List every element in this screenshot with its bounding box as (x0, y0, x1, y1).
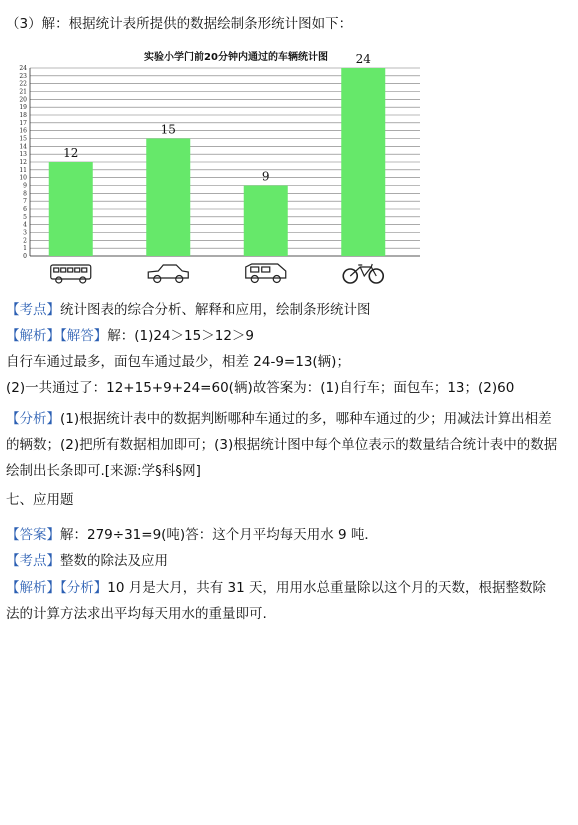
y-tick-label: 21 (19, 88, 27, 96)
kaodian-1-tag: 【考点】 (6, 302, 60, 318)
bar-value-label: 24 (355, 52, 371, 66)
fenxi-2-tag: 【分析】 (60, 580, 108, 596)
y-tick-label: 5 (23, 213, 27, 221)
y-tick-label: 11 (19, 166, 27, 174)
y-tick-label: 1 (23, 245, 27, 253)
fenxi-1-text1: (1)根据统计表中的数据判断哪种车通过的多，哪种车通过的少；用减法计算出相差 (60, 411, 552, 427)
kaodian-2-tag: 【考点】 (6, 553, 60, 569)
section-7-heading: 七、应用题 (6, 492, 74, 508)
y-tick-label: 15 (19, 135, 27, 143)
y-tick-label: 14 (19, 143, 27, 151)
y-tick-label: 18 (19, 112, 27, 119)
bicycle-icon (343, 264, 383, 283)
y-tick-label: 24 (19, 65, 27, 72)
daan-text: 解：279÷31=9(吨)答：这个月平均每天用水 9 吨． (60, 527, 378, 543)
daan (6, 525, 378, 545)
bus-icon (51, 265, 91, 283)
y-tick-label: 17 (19, 119, 27, 127)
bar-car (146, 139, 190, 257)
bar-bicycle (341, 68, 385, 256)
chart-svg (16, 44, 420, 290)
kaodian-1 (6, 300, 371, 320)
van-icon (246, 264, 286, 283)
daan-tag: 【答案】 (6, 527, 60, 543)
fenxi-1-line2: 的辆数；(2)把所有数据相加即可；(3)根据统计图中每个单位表示的数量结合统计表中的数据 (6, 437, 558, 453)
jieda-tag: 【解答】 (60, 328, 108, 344)
answer-line-b: (2)一共通过了：12+15+9+24=60(辆)故答案为：(1)自行车；面包车；13；(2)60 (6, 380, 515, 396)
y-tick-label: 13 (19, 151, 27, 159)
y-tick-label: 10 (19, 174, 27, 182)
jiexi-2 (6, 578, 546, 598)
y-tick-label: 19 (19, 104, 27, 112)
jiexi-1 (6, 326, 254, 346)
bar-bus (49, 162, 93, 256)
bar-value-label: 9 (261, 169, 270, 184)
bar-van (244, 186, 288, 257)
y-tick-label: 12 (19, 159, 27, 166)
bar-value-label: 15 (160, 122, 176, 137)
jiexi-2-text1: 10 月是大月，共有 31 天，用用水总重量除以这个月的天数，根据整数除 (107, 580, 546, 596)
fenxi-1-tag: 【分析】 (6, 411, 60, 427)
y-tick-label: 0 (23, 253, 27, 260)
jiexi-1-tag: 【解析】 (6, 328, 60, 344)
bar-chart (16, 44, 420, 290)
y-tick-label: 23 (19, 72, 27, 80)
jiexi-2-line2: 法的计算方法求出平均每天用水的重量即可. (6, 606, 267, 622)
kaodian-2-text: 整数的除法及应用 (60, 553, 168, 569)
y-tick-label: 6 (23, 206, 27, 213)
y-tick-label: 7 (23, 198, 27, 206)
y-tick-label: 16 (19, 127, 27, 135)
y-tick-label: 2 (23, 237, 27, 245)
jiexi-1-text: 解：(1)24＞15＞12＞9 (107, 328, 254, 344)
y-tick-label: 3 (23, 229, 27, 237)
y-tick-label: 9 (23, 182, 27, 190)
kaodian-1-text: 统计图表的综合分析、解释和应用，绘制条形统计图 (60, 302, 371, 318)
jiexi-2-tag: 【解析】 (6, 580, 60, 596)
y-tick-label: 22 (19, 80, 27, 88)
y-tick-label: 20 (19, 96, 27, 104)
car-icon (148, 265, 188, 283)
fenxi-1 (6, 409, 552, 429)
chart-title: 实验小学门前20分钟内通过的车辆统计图 (144, 52, 328, 63)
intro-text: （3）解：根据统计表所提供的数据绘制条形统计图如下： (6, 16, 353, 32)
kaodian-2 (6, 551, 168, 571)
bar-value-label: 12 (63, 146, 79, 160)
y-tick-label: 8 (23, 190, 27, 198)
answer-line-a: 自行车通过最多，面包车通过最少，相差 24-9=13(辆)； (6, 354, 350, 370)
y-tick-label: 4 (23, 221, 27, 229)
fenxi-1-line3: 绘制出长条即可.[来源:学§科§网] (6, 463, 201, 479)
